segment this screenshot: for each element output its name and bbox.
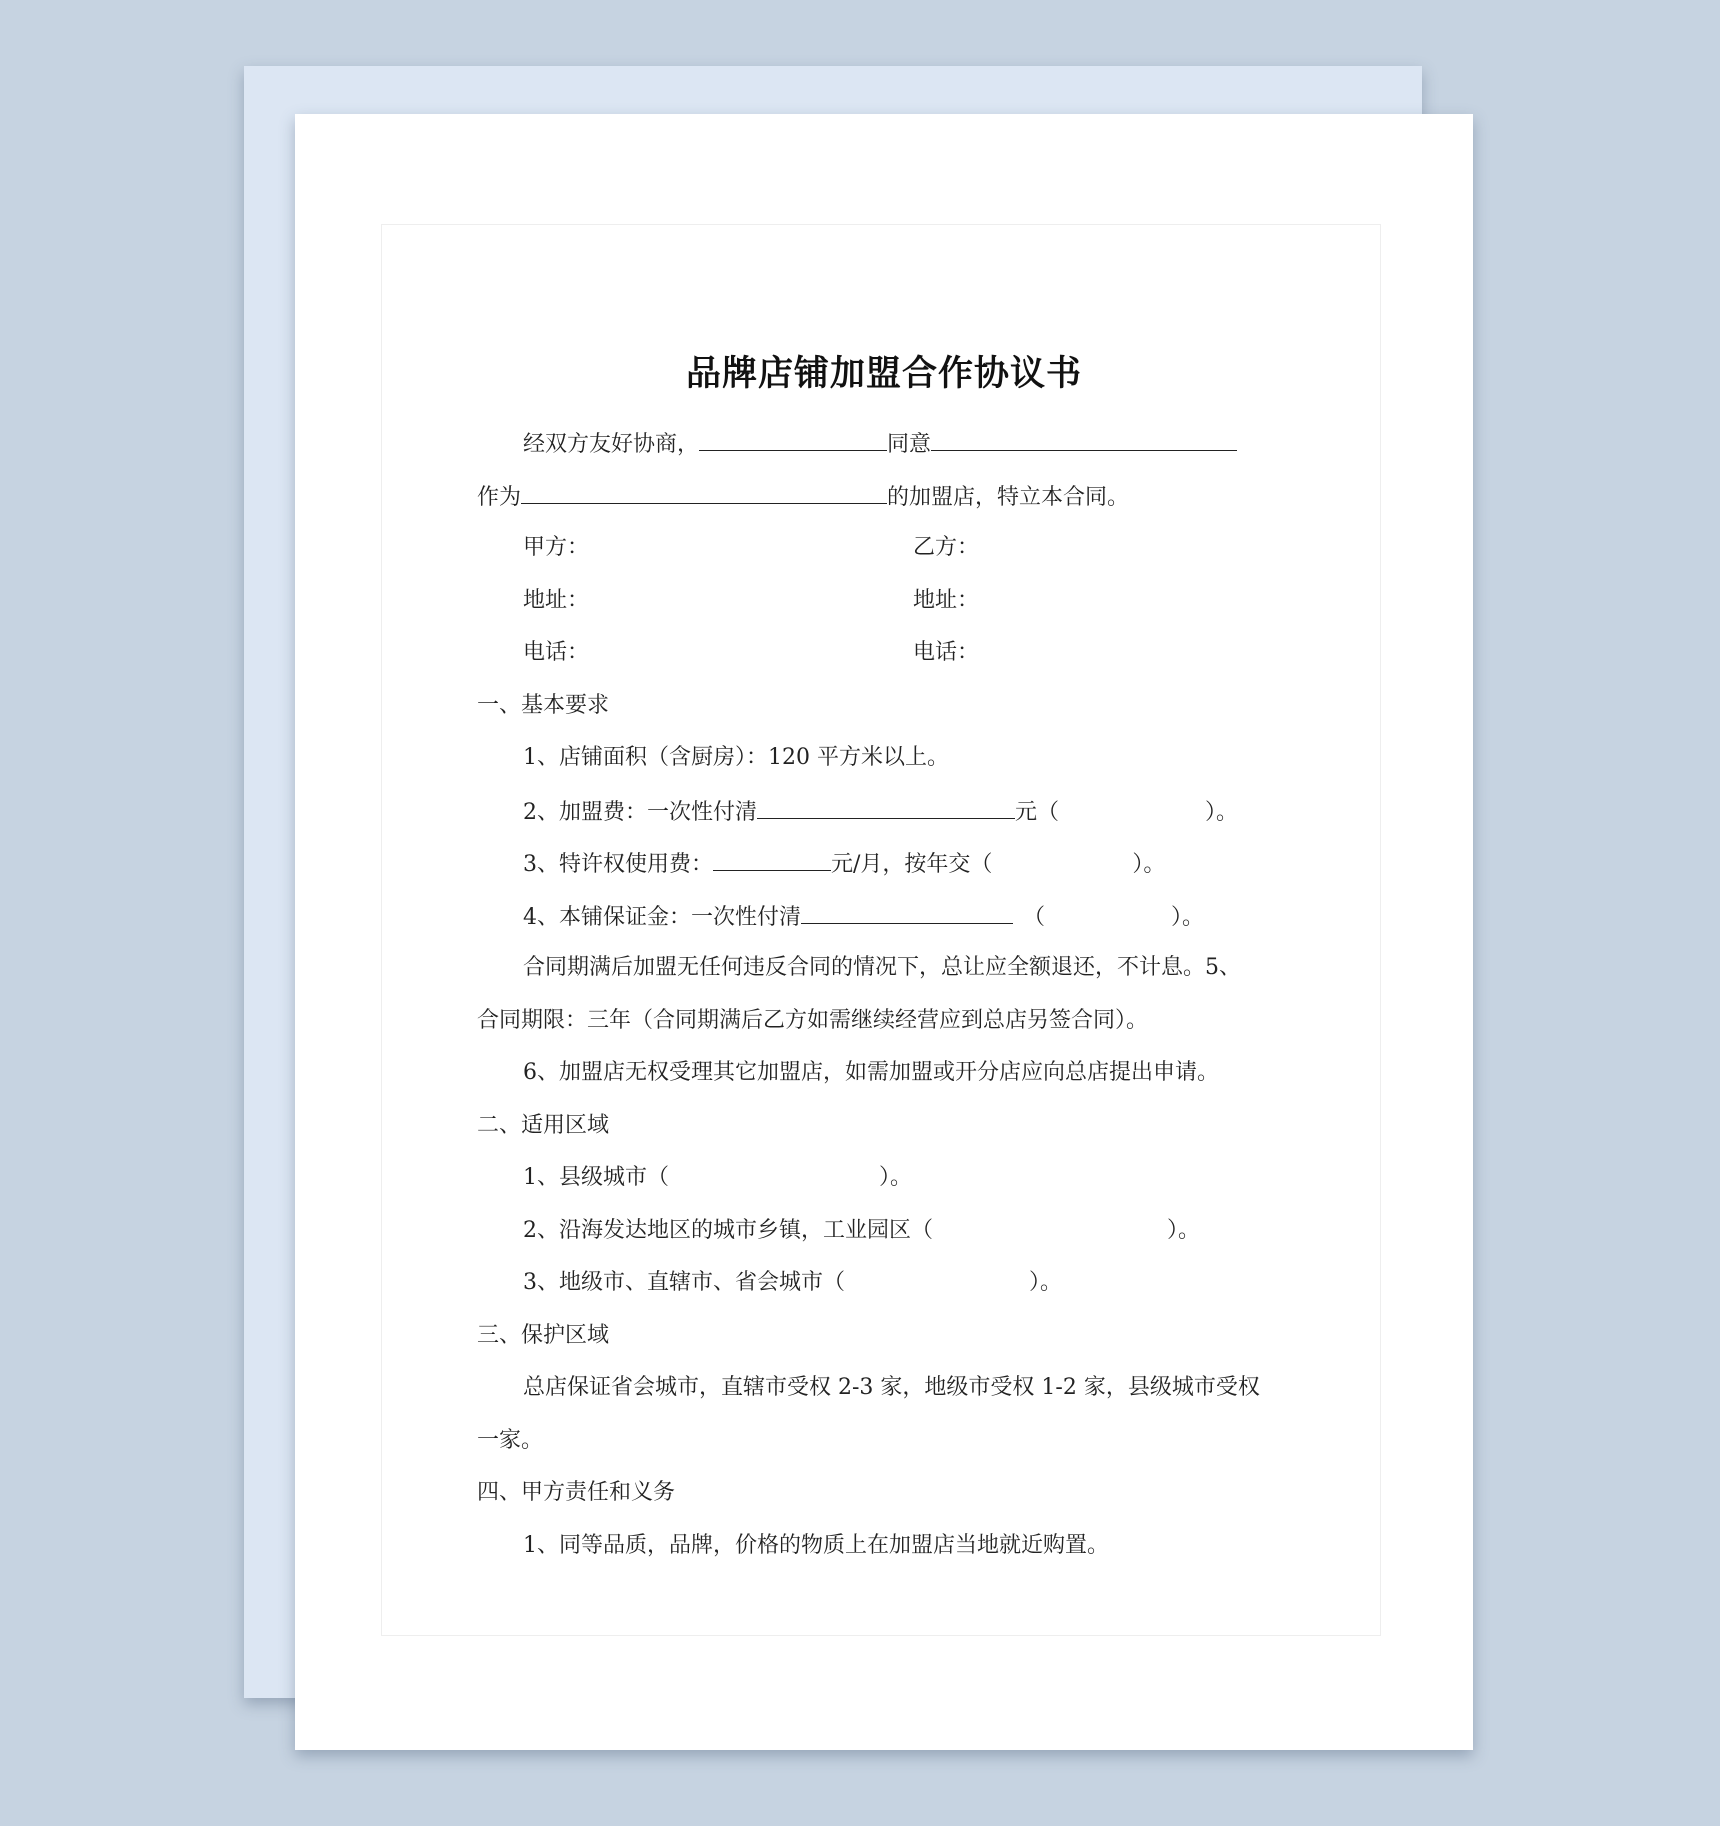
section2-item1: [523, 1163, 912, 1193]
section1-item6: 6、加盟店无权受理其它加盟店，如需加盟或开分店应向总店提出申请。: [523, 1060, 1219, 1085]
section3-heading: 三、保护区域: [477, 1323, 610, 1348]
section1-item3: [523, 848, 1165, 880]
section1-item1: 1、店铺面积（含厨房）：120 平方米以上。: [523, 745, 949, 770]
section4-heading: 四、甲方责任和义务: [477, 1480, 676, 1505]
section2-item2: [523, 1216, 1200, 1246]
blank-party-b: [931, 428, 1237, 451]
intro-line-1: [523, 428, 1237, 460]
party-a-phone: 电话：: [523, 640, 590, 665]
item2-text-c: ）。: [1205, 800, 1239, 825]
blank-deposit: [801, 901, 1013, 924]
item2-text-b: 元（: [1015, 800, 1060, 825]
section3-para1: 总店保证省会城市，直辖市受权 2-3 家，地级市受权 1-2 家，县级城市受权: [523, 1375, 1260, 1400]
s2-item3-text-a: 3、地级市、直辖市、省会城市（: [523, 1270, 845, 1295]
item3-text-c: ）。: [1132, 852, 1166, 877]
s2-item3-text-b: ）。: [1029, 1270, 1063, 1295]
s2-item1-text-b: ）。: [879, 1165, 913, 1190]
item4-text-a: 4、本铺保证金：一次性付清: [523, 905, 801, 930]
intro-text-d: 的加盟店，特立本合同。: [887, 485, 1130, 510]
intro-line-2: [477, 481, 1129, 513]
item3-text-a: 3、特许权使用费：: [523, 852, 713, 877]
section1-para1: 合同期满后加盟无任何违反合同的情况下，总让应全额退还，不计息。5、: [523, 955, 1241, 980]
document-title: 品牌店铺加盟合作协议书: [685, 354, 1082, 394]
blank-party-a: [699, 428, 887, 451]
blank-franchise-fee: [757, 796, 1015, 819]
s2-item2-text-b: ）。: [1167, 1218, 1201, 1243]
item3-text-b: 元/月，按年交（: [831, 852, 993, 877]
section1-item4: [523, 901, 1204, 933]
intro-text-b: 同意: [887, 432, 932, 457]
s2-item2-text-a: 2、沿海发达地区的城市乡镇，工业园区（: [523, 1218, 933, 1243]
party-b-phone: 电话：: [913, 640, 980, 665]
blank-store-name: [521, 481, 887, 504]
item4-text-b: （: [1023, 905, 1046, 930]
intro-text-a: 经双方友好协商，: [523, 432, 700, 457]
section3-para2: 一家。: [477, 1428, 544, 1453]
s2-item1-text-a: 1、县级城市（: [523, 1165, 669, 1190]
section1-item2: [523, 796, 1238, 828]
blank-royalty-fee: [713, 848, 831, 871]
section2-heading: 二、适用区域: [477, 1113, 610, 1138]
intro-text-c: 作为: [477, 485, 522, 510]
party-b-address: 地址：: [913, 588, 980, 613]
party-b-label: 乙方：: [913, 535, 980, 560]
section1-heading: 一、基本要求: [477, 693, 610, 718]
item4-text-c: ）。: [1171, 905, 1205, 930]
party-a-label: 甲方：: [523, 535, 590, 560]
section2-item3: [523, 1268, 1062, 1298]
party-a-address: 地址：: [523, 588, 590, 613]
item2-text-a: 2、加盟费：一次性付清: [523, 800, 757, 825]
front-paper-sheet: [295, 114, 1473, 1750]
section4-item1: 1、同等品质，品牌，价格的物质上在加盟店当地就近购置。: [523, 1533, 1109, 1558]
section1-para2: 合同期限：三年（合同期满后乙方如需继续经营应到总店另签合同）。: [477, 1008, 1149, 1033]
